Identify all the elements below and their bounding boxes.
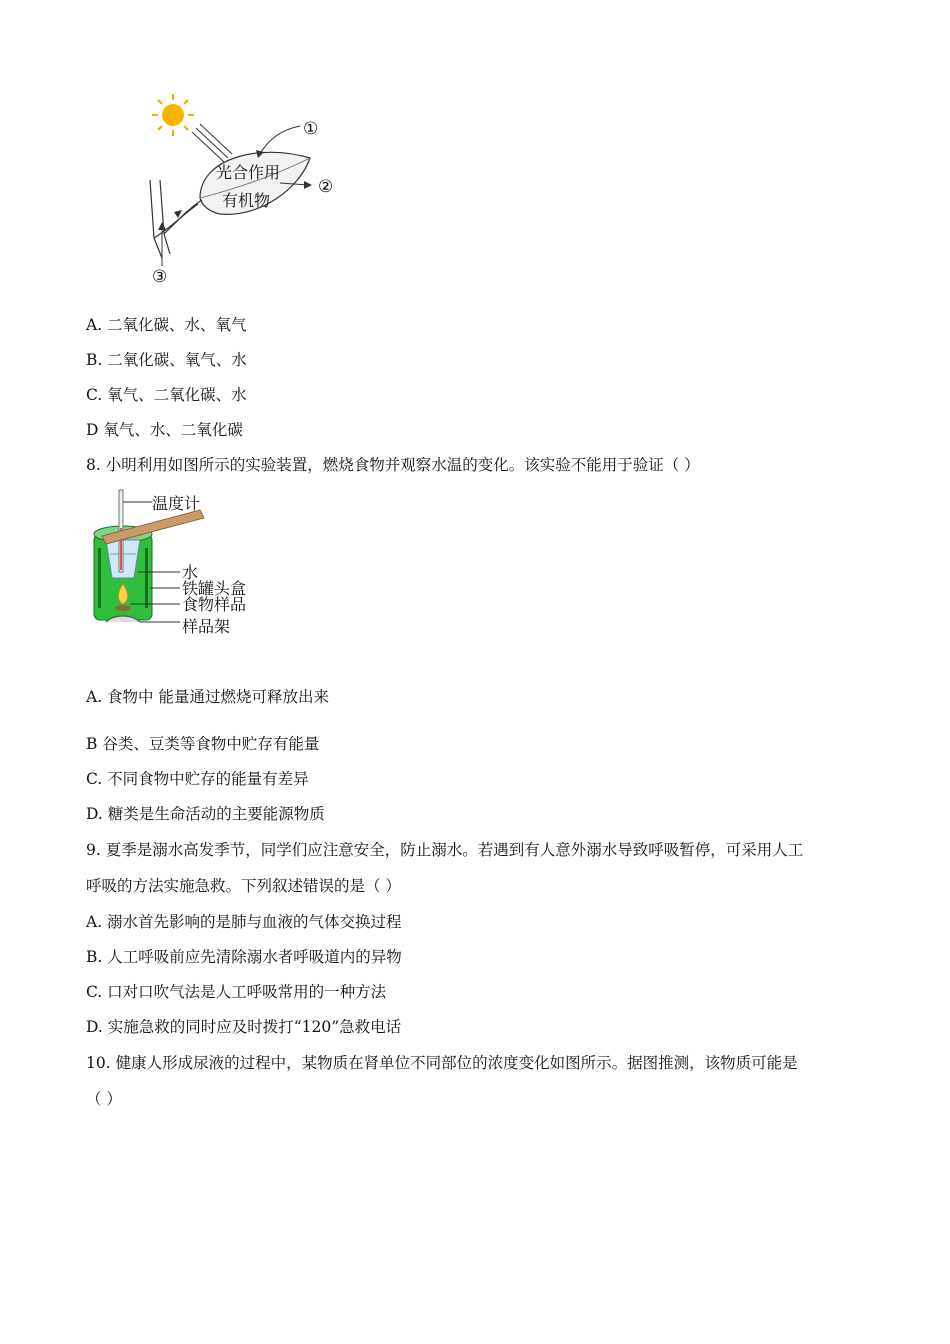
q9-option-c: C. 口对口吹气法是人工呼吸常用的一种方法 xyxy=(86,983,387,1001)
label-3: ③ xyxy=(152,267,168,287)
leaf-text-photosynthesis: 光合作用 xyxy=(216,163,281,182)
q8-option-d: D. 糖类是生命活动的主要能源物质 xyxy=(86,805,325,823)
label-rack: 样品架 xyxy=(182,617,231,636)
leaf-text-organic-matter: 有机物 xyxy=(222,191,271,210)
label-2: ② xyxy=(318,177,334,197)
q9-stem-line2: 呼吸的方法实施急救。下列叙述错误的是（ ） xyxy=(86,877,401,895)
q7-option-d: D 氧气、水、二氧化碳 xyxy=(86,421,243,439)
label-thermometer: 温度计 xyxy=(152,494,201,513)
calorimeter-figure xyxy=(88,488,278,638)
q7-option-b: B. 二氧化碳、氧气、水 xyxy=(86,351,247,369)
q8-option-a: A. 食物中 能量通过燃烧可释放出来 xyxy=(86,688,329,706)
sun-icon xyxy=(152,94,194,136)
q7-option-c: C. 氧气、二氧化碳、水 xyxy=(86,386,247,404)
q9-option-b: B. 人工呼吸前应先清除溺水者呼吸道内的异物 xyxy=(86,948,402,966)
q7-option-a: A. 二氧化碳、水、氧气 xyxy=(86,316,247,334)
q9-option-d: D. 实施急救的同时应及时拨打“120”急救电话 xyxy=(86,1018,402,1036)
light-rays xyxy=(192,124,232,162)
q8-option-c: C. 不同食物中贮存的能量有差异 xyxy=(86,770,309,788)
label-can: 铁罐头盒 xyxy=(182,579,247,598)
label-1: ① xyxy=(303,119,319,139)
stem-shape xyxy=(150,180,202,258)
q9-option-a: A. 溺水首先影响的是肺与血液的气体交换过程 xyxy=(86,913,402,931)
q8-option-b: B 谷类、豆类等食物中贮存有能量 xyxy=(86,735,320,753)
q9-stem-line1: 9. 夏季是溺水高发季节，同学们应注意安全，防止溺水。若遇到有人意外溺水导致呼吸暂停，可采用人工 xyxy=(86,841,804,859)
photosynthesis-figure xyxy=(140,88,360,288)
label-sample: 食物样品 xyxy=(182,595,247,614)
q10-stem-line2: （ ） xyxy=(86,1090,122,1108)
q10-stem-line1: 10. 健康人形成尿液的过程中，某物质在肾单位不同部位的浓度变化如图所示。据图推测，该物质可能是 xyxy=(86,1054,798,1072)
label-water: 水 xyxy=(182,563,199,582)
q8-stem: 8. 小明利用如图所示的实验装置，燃烧食物并观察水温的变化。该实验不能用于验证（ ） xyxy=(86,456,700,474)
